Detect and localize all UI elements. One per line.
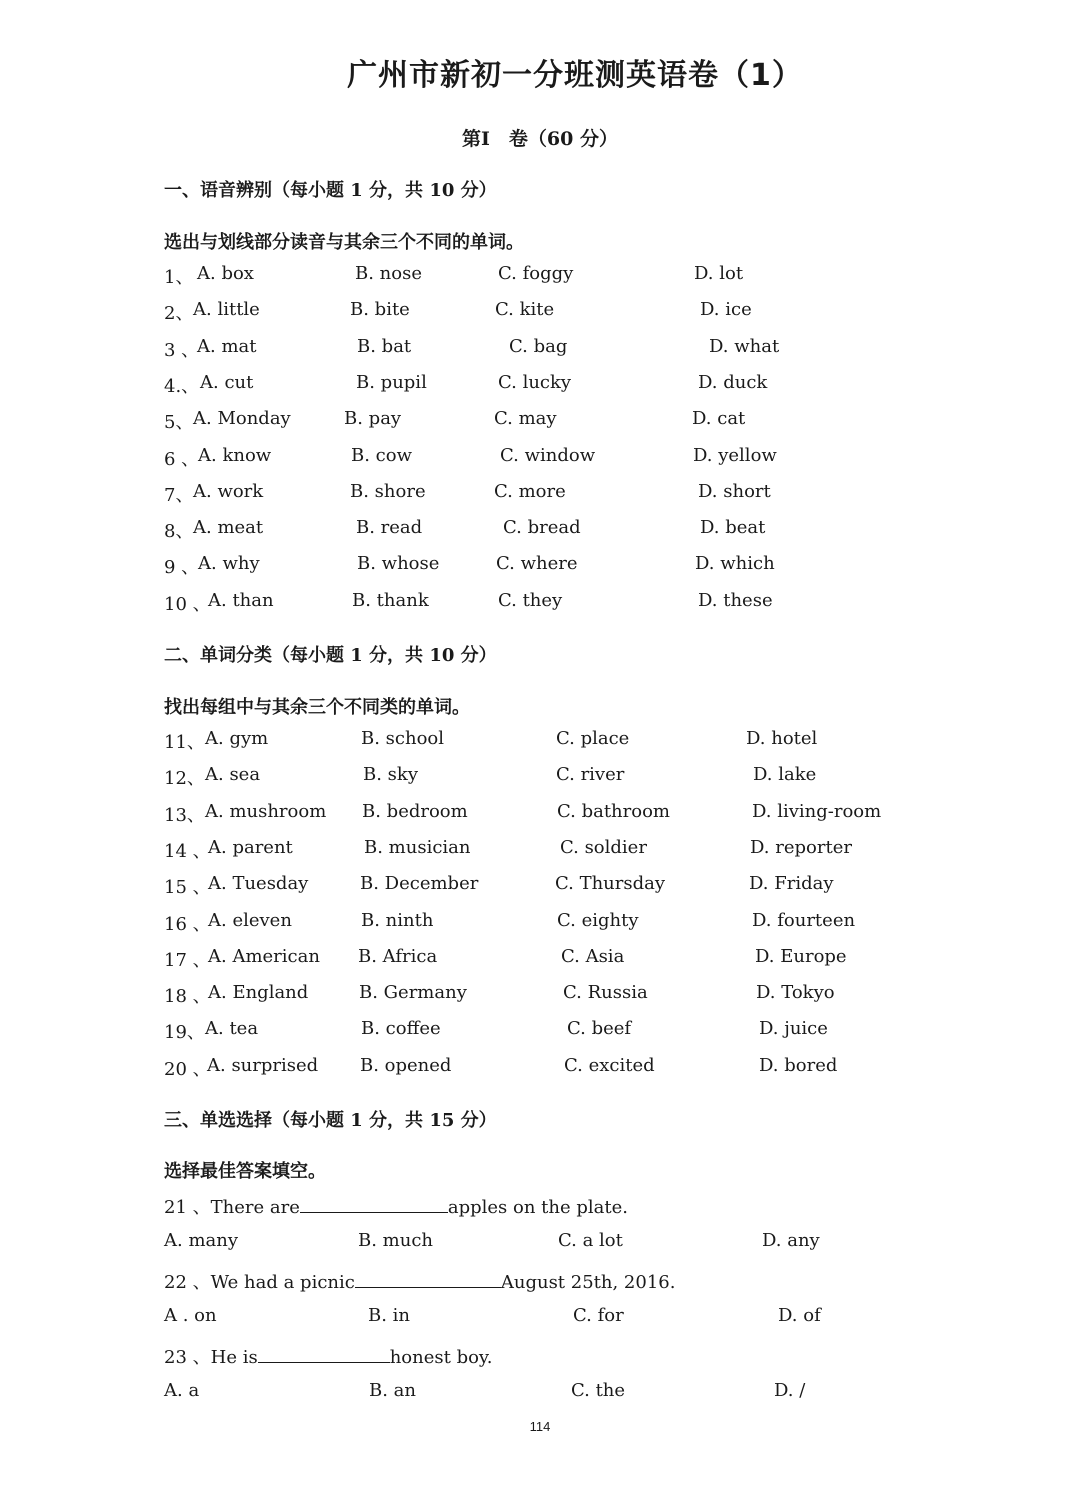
option-a: A. why bbox=[198, 553, 260, 575]
option-c: C. Asia bbox=[561, 945, 625, 967]
option-a: A. than bbox=[208, 589, 274, 611]
option-d: D. fourteen bbox=[752, 909, 856, 931]
section1-instruction: 选出与划线部分读音与其余三个不同的单词。 bbox=[164, 232, 524, 253]
question-21-stem-before: 21 、There are bbox=[164, 1197, 300, 1218]
question-row bbox=[0, 445, 1080, 475]
option-d: D. of bbox=[778, 1305, 821, 1326]
option-c: C. soldier bbox=[560, 836, 647, 858]
option-b: B. school bbox=[361, 728, 445, 749]
question-row bbox=[0, 336, 1080, 366]
option-b: B. musician bbox=[364, 836, 471, 858]
answer-blank[interactable] bbox=[258, 1344, 390, 1363]
option-b: B. much bbox=[358, 1230, 434, 1251]
question-row bbox=[0, 1018, 1080, 1048]
option-b: B. ninth bbox=[361, 909, 434, 931]
option-c: C. they bbox=[498, 589, 563, 611]
option-a: A. mushroom bbox=[205, 800, 327, 822]
question-number: 10 、 bbox=[164, 593, 211, 615]
option-d: D. juice bbox=[759, 1018, 828, 1040]
option-d: D. yellow bbox=[693, 444, 777, 466]
option-c: C. place bbox=[556, 728, 630, 749]
question-row bbox=[0, 837, 1080, 867]
question-number: 6 、 bbox=[164, 448, 200, 470]
question-number: 7、 bbox=[164, 484, 194, 506]
option-d: D. Friday bbox=[749, 873, 834, 895]
option-d: D. duck bbox=[698, 371, 768, 393]
option-a: A. little bbox=[193, 299, 260, 321]
option-a: A. box bbox=[197, 263, 254, 284]
answer-blank[interactable] bbox=[300, 1194, 448, 1213]
question-23-stem-after: honest boy. bbox=[389, 1347, 493, 1368]
option-b: B. cow bbox=[351, 444, 412, 466]
option-a: A. American bbox=[208, 945, 320, 967]
option-a: A. gym bbox=[205, 728, 269, 749]
option-d: D. living-room bbox=[752, 800, 882, 822]
option-a: A. tea bbox=[205, 1018, 259, 1040]
option-d: D. Europe bbox=[755, 945, 847, 967]
option-c: C. a lot bbox=[558, 1230, 623, 1251]
option-c: C. more bbox=[494, 480, 566, 502]
option-c: C. beef bbox=[567, 1018, 632, 1040]
question-21-stem-after: apples on the plate. bbox=[447, 1197, 628, 1218]
question-row bbox=[0, 764, 1080, 794]
question-22-options bbox=[0, 1305, 1080, 1335]
section2-instruction: 找出每组中与其余三个不同类的单词。 bbox=[164, 697, 470, 718]
option-d: D. ice bbox=[700, 299, 752, 321]
question-row bbox=[0, 263, 1080, 293]
option-b: B. coffee bbox=[361, 1018, 441, 1040]
question-row bbox=[0, 553, 1080, 583]
option-a: A. eleven bbox=[208, 909, 292, 931]
question-row bbox=[0, 946, 1080, 976]
option-d: D. bored bbox=[759, 1054, 838, 1076]
option-a: A. work bbox=[193, 480, 264, 502]
option-d: D. beat bbox=[700, 517, 766, 539]
option-b: B. whose bbox=[357, 553, 440, 575]
question-row bbox=[0, 481, 1080, 511]
option-d: D. lot bbox=[694, 263, 744, 284]
option-b: B. shore bbox=[350, 480, 426, 502]
question-row bbox=[0, 372, 1080, 402]
option-a: A. Monday bbox=[193, 408, 291, 430]
option-b: B. in bbox=[368, 1305, 411, 1326]
option-a: A. mat bbox=[197, 335, 257, 357]
option-b: B. bite bbox=[350, 299, 410, 321]
option-b: B. sky bbox=[363, 764, 418, 786]
question-row bbox=[0, 801, 1080, 831]
question-row bbox=[0, 873, 1080, 903]
option-c: C. bread bbox=[503, 517, 581, 539]
option-b: B. an bbox=[369, 1380, 416, 1401]
question-number: 8、 bbox=[164, 521, 194, 543]
option-c: C. the bbox=[571, 1380, 626, 1401]
question-number: 14 、 bbox=[164, 840, 211, 862]
question-23-options bbox=[0, 1380, 1080, 1410]
question-number: 5、 bbox=[164, 412, 194, 434]
option-a: A. a bbox=[164, 1380, 200, 1401]
option-c: C. for bbox=[573, 1305, 624, 1326]
question-number: 11、 bbox=[164, 732, 205, 753]
option-d: D. / bbox=[774, 1380, 806, 1401]
option-b: B. December bbox=[360, 873, 479, 895]
option-c: C. lucky bbox=[498, 371, 572, 393]
question-21-stem bbox=[0, 1193, 1080, 1223]
option-c: C. bag bbox=[509, 335, 568, 357]
option-d: D. lake bbox=[753, 764, 817, 786]
option-a: A. surprised bbox=[207, 1054, 319, 1076]
question-number: 3 、 bbox=[164, 339, 200, 361]
page-title: 广州市新初一分班测英语卷（1） bbox=[347, 58, 803, 93]
option-a: A. meat bbox=[193, 517, 264, 539]
option-d: D. reporter bbox=[750, 836, 852, 858]
question-22-stem-before: 22 、We had a picnic bbox=[164, 1272, 355, 1293]
question-number: 9 、 bbox=[164, 557, 200, 579]
option-d: D. any bbox=[762, 1230, 820, 1251]
option-d: D. hotel bbox=[746, 728, 818, 749]
paper-subtitle: 第I 卷（60 分） bbox=[462, 128, 618, 150]
option-b: B. Africa bbox=[358, 945, 438, 967]
section3-instruction: 选择最佳答案填空。 bbox=[164, 1161, 326, 1182]
option-d: D. short bbox=[698, 480, 771, 502]
option-a: A. know bbox=[198, 444, 272, 466]
question-row bbox=[0, 982, 1080, 1012]
option-a: A. many bbox=[164, 1230, 239, 1251]
option-b: B. bedroom bbox=[362, 800, 468, 822]
option-d: D. which bbox=[695, 553, 775, 575]
option-b: B. bat bbox=[357, 335, 412, 357]
question-number: 18 、 bbox=[164, 986, 211, 1008]
option-c: C. river bbox=[556, 764, 625, 786]
option-b: B. opened bbox=[360, 1054, 452, 1076]
option-b: B. Germany bbox=[359, 982, 467, 1004]
answer-blank[interactable] bbox=[355, 1269, 501, 1288]
section3-heading: 三、单选选择（每小题 1 分，共 15 分） bbox=[164, 1110, 497, 1131]
question-number: 16 、 bbox=[164, 913, 211, 935]
option-b: B. read bbox=[356, 517, 423, 539]
option-b: B. pupil bbox=[356, 371, 427, 393]
question-number: 15 、 bbox=[164, 877, 211, 899]
option-d: D. Tokyo bbox=[756, 982, 835, 1004]
section2-heading: 二、单词分类（每小题 1 分，共 10 分） bbox=[164, 645, 497, 666]
option-c: C. bathroom bbox=[557, 800, 671, 822]
option-c: C. excited bbox=[564, 1054, 655, 1076]
option-a: A. England bbox=[208, 982, 309, 1004]
question-23-stem bbox=[0, 1343, 1080, 1373]
question-22-stem-after: August 25th, 2016. bbox=[500, 1272, 676, 1293]
question-row bbox=[0, 590, 1080, 620]
option-a: A. Tuesday bbox=[208, 873, 309, 895]
question-22-stem bbox=[0, 1268, 1080, 1298]
question-number: 1、 bbox=[164, 267, 194, 288]
option-c: C. may bbox=[494, 408, 557, 430]
question-21-options bbox=[0, 1230, 1080, 1260]
question-row bbox=[0, 299, 1080, 329]
question-row bbox=[0, 910, 1080, 940]
option-c: C. foggy bbox=[498, 263, 574, 284]
option-c: C. window bbox=[500, 444, 596, 466]
option-a: A. parent bbox=[208, 836, 293, 858]
option-d: D. cat bbox=[692, 408, 746, 430]
question-23-stem-before: 23 、He is bbox=[164, 1347, 258, 1368]
section1-heading: 一、语音辨别（每小题 1 分，共 10 分） bbox=[164, 180, 497, 201]
option-a: A . on bbox=[164, 1305, 217, 1326]
question-row bbox=[0, 517, 1080, 547]
question-row bbox=[0, 408, 1080, 438]
option-b: B. pay bbox=[344, 408, 402, 430]
question-number: 4.、 bbox=[164, 375, 200, 397]
option-c: C. where bbox=[496, 553, 578, 575]
question-number: 19、 bbox=[164, 1022, 205, 1044]
question-number: 20 、 bbox=[164, 1058, 211, 1080]
option-c: C. Russia bbox=[563, 982, 648, 1004]
option-c: C. kite bbox=[495, 299, 555, 321]
option-d: D. what bbox=[709, 335, 780, 357]
page-number: 114 bbox=[529, 1419, 551, 1434]
option-a: A. cut bbox=[200, 371, 254, 393]
option-c: C. eighty bbox=[557, 909, 639, 931]
option-a: A. sea bbox=[205, 764, 261, 786]
question-number: 17 、 bbox=[164, 949, 211, 971]
question-number: 12、 bbox=[164, 768, 205, 790]
option-b: B. thank bbox=[352, 589, 429, 611]
question-number: 2、 bbox=[164, 303, 194, 325]
option-b: B. nose bbox=[355, 263, 422, 284]
question-row bbox=[0, 1055, 1080, 1085]
option-c: C. Thursday bbox=[555, 873, 666, 895]
question-row bbox=[0, 728, 1080, 758]
question-number: 13、 bbox=[164, 804, 205, 826]
option-d: D. these bbox=[698, 589, 773, 611]
